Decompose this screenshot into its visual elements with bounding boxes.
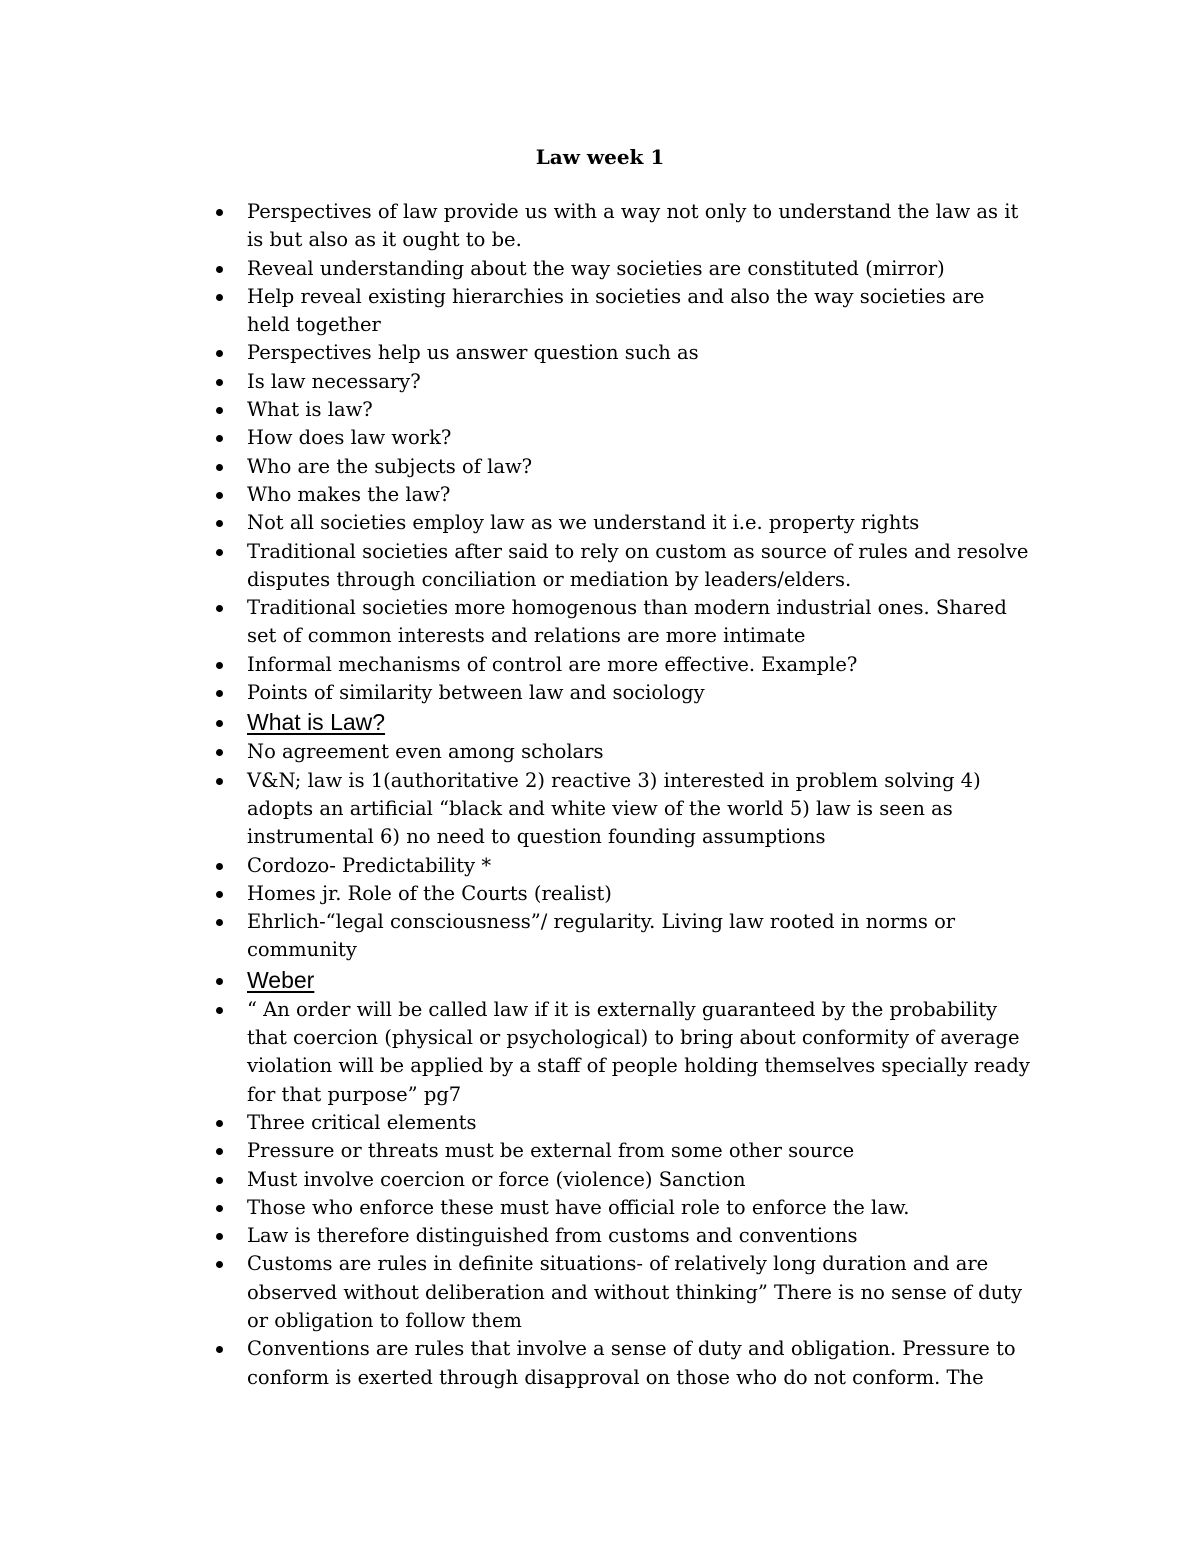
bullet-icon bbox=[216, 350, 223, 357]
list-item bbox=[213, 481, 1033, 509]
list-item bbox=[213, 453, 1033, 481]
list-item-text: Homes jr. Role of the Courts (realist) bbox=[247, 881, 612, 905]
list-item bbox=[213, 651, 1033, 679]
bullet-icon bbox=[216, 662, 223, 669]
list-item-text: Customs are rules in definite situations- of relatively long duration and are observed without deliberation and without thinking” There is no sense of duty or obligation to follow them bbox=[247, 1252, 1023, 1332]
list-item bbox=[213, 339, 1033, 367]
list-item bbox=[213, 1109, 1033, 1137]
bullet-icon bbox=[216, 919, 223, 926]
bullet-icon bbox=[216, 492, 223, 499]
bullet-icon bbox=[216, 1120, 223, 1127]
bullet-icon bbox=[216, 1007, 223, 1014]
list-item-text: Points of similarity between law and sociology bbox=[247, 681, 705, 705]
list-item bbox=[213, 1250, 1033, 1335]
list-item-text: Not all societies employ law as we understand it i.e. property rights bbox=[247, 511, 920, 535]
bullet-icon bbox=[216, 379, 223, 386]
list-item-text: How does law work? bbox=[247, 426, 452, 450]
list-item-text: Must involve coercion or force (violence) Sanction bbox=[247, 1167, 746, 1191]
bullet-icon bbox=[216, 720, 223, 727]
list-item bbox=[213, 198, 1033, 255]
list-item-text: Three critical elements bbox=[247, 1110, 477, 1134]
list-item bbox=[213, 1194, 1033, 1222]
list-item bbox=[213, 1222, 1033, 1250]
bullet-icon bbox=[216, 863, 223, 870]
bullet-icon bbox=[216, 209, 223, 216]
bullet-icon bbox=[216, 605, 223, 612]
list-item bbox=[213, 1335, 1033, 1392]
list-item-text: Informal mechanisms of control are more effective. Example? bbox=[247, 652, 858, 676]
list-item-text: Those who enforce these must have official role to enforce the law. bbox=[247, 1195, 910, 1219]
list-item bbox=[213, 767, 1033, 852]
list-item-text: V&N; law is 1(authoritative 2) reactive 3) interested in problem solving 4) adopts an artificial “black and white view of the world 5) law is seen as instrumental 6) no need to question founding assumptions bbox=[247, 768, 981, 849]
list-item-text: Perspectives help us answer question such as bbox=[247, 341, 699, 365]
list-item-text: Traditional societies more homogenous than modern industrial ones. Shared set of common interests and relations are more intimate bbox=[247, 596, 1007, 648]
bullet-icon bbox=[216, 690, 223, 697]
list-item-text: “ An order will be called law if it is externally guaranteed by the probability that coercion (physical or psychological) to bring about conformity of average violation will be applied by a staff of people holding themselves specially ready for that purpose” pg7 bbox=[247, 997, 1030, 1106]
bullet-icon bbox=[216, 1148, 223, 1155]
bullet-icon bbox=[216, 464, 223, 471]
bullet-icon bbox=[216, 1261, 223, 1268]
bullet-icon bbox=[216, 749, 223, 756]
list-item bbox=[213, 368, 1033, 396]
bullet-icon bbox=[216, 1346, 223, 1353]
list-item bbox=[213, 594, 1033, 651]
list-item-text: Who are the subjects of law? bbox=[247, 454, 533, 478]
list-item-text: What is law? bbox=[247, 398, 373, 422]
list-item bbox=[213, 880, 1033, 908]
list-item-text: Pressure or threats must be external from some other source bbox=[247, 1139, 855, 1163]
list-item-text: Who makes the law? bbox=[247, 482, 451, 506]
list-item bbox=[213, 1166, 1033, 1194]
bullet-icon bbox=[216, 435, 223, 442]
bullet-icon bbox=[216, 778, 223, 785]
list-item bbox=[213, 738, 1033, 766]
list-item bbox=[213, 424, 1033, 452]
bullet-icon bbox=[216, 1233, 223, 1240]
list-item-text: Help reveal existing hierarchies in societies and also the way societies are held together bbox=[247, 284, 985, 337]
list-item-text: No agreement even among scholars bbox=[247, 740, 604, 764]
list-item bbox=[213, 908, 1033, 965]
list-item bbox=[213, 255, 1033, 283]
bullet-list bbox=[213, 198, 1033, 1392]
bullet-icon bbox=[216, 266, 223, 273]
bullet-icon bbox=[216, 549, 223, 556]
list-item-text: Is law necessary? bbox=[247, 369, 421, 393]
list-item bbox=[213, 852, 1033, 880]
list-item bbox=[213, 283, 1033, 340]
section-heading-item bbox=[213, 965, 1033, 996]
list-item-text: Ehrlich-“legal consciousness”/ regularity. Living law rooted in norms or community bbox=[247, 910, 956, 962]
bullet-icon bbox=[216, 1205, 223, 1212]
list-item-text: Cordozo- Predictability * bbox=[247, 853, 492, 877]
bullet-icon bbox=[216, 294, 223, 301]
list-item bbox=[213, 1137, 1033, 1165]
list-item-text: Reveal understanding about the way societies are constituted (mirror) bbox=[247, 256, 945, 280]
list-item-text: Traditional societies after said to rely on custom as source of rules and resolve disputes through conciliation or mediation by leaders/elders. bbox=[247, 539, 1029, 591]
bullet-icon bbox=[216, 891, 223, 898]
bullet-icon bbox=[216, 1177, 223, 1184]
bullet-icon bbox=[216, 978, 223, 985]
bullet-icon bbox=[216, 407, 223, 414]
list-item bbox=[213, 679, 1033, 707]
section-heading-item bbox=[213, 707, 1033, 738]
list-item bbox=[213, 538, 1033, 595]
list-item-text: Weber bbox=[247, 966, 315, 993]
list-item bbox=[213, 509, 1033, 537]
list-item-text: Conventions are rules that involve a sense of duty and obligation. Pressure to conform is exerted through disapproval on those who do not conform. The bbox=[247, 1337, 1016, 1389]
list-item-text: What is Law? bbox=[247, 709, 386, 736]
bullet-icon bbox=[216, 520, 223, 527]
list-item bbox=[213, 996, 1033, 1109]
document-title: Law week 1 bbox=[535, 145, 665, 169]
list-item-text: Law is therefore distinguished from customs and conventions bbox=[247, 1224, 858, 1248]
list-item bbox=[213, 396, 1033, 424]
list-item-text: Perspectives of law provide us with a way not only to understand the law as it is but also as it ought to be. bbox=[247, 200, 1019, 252]
